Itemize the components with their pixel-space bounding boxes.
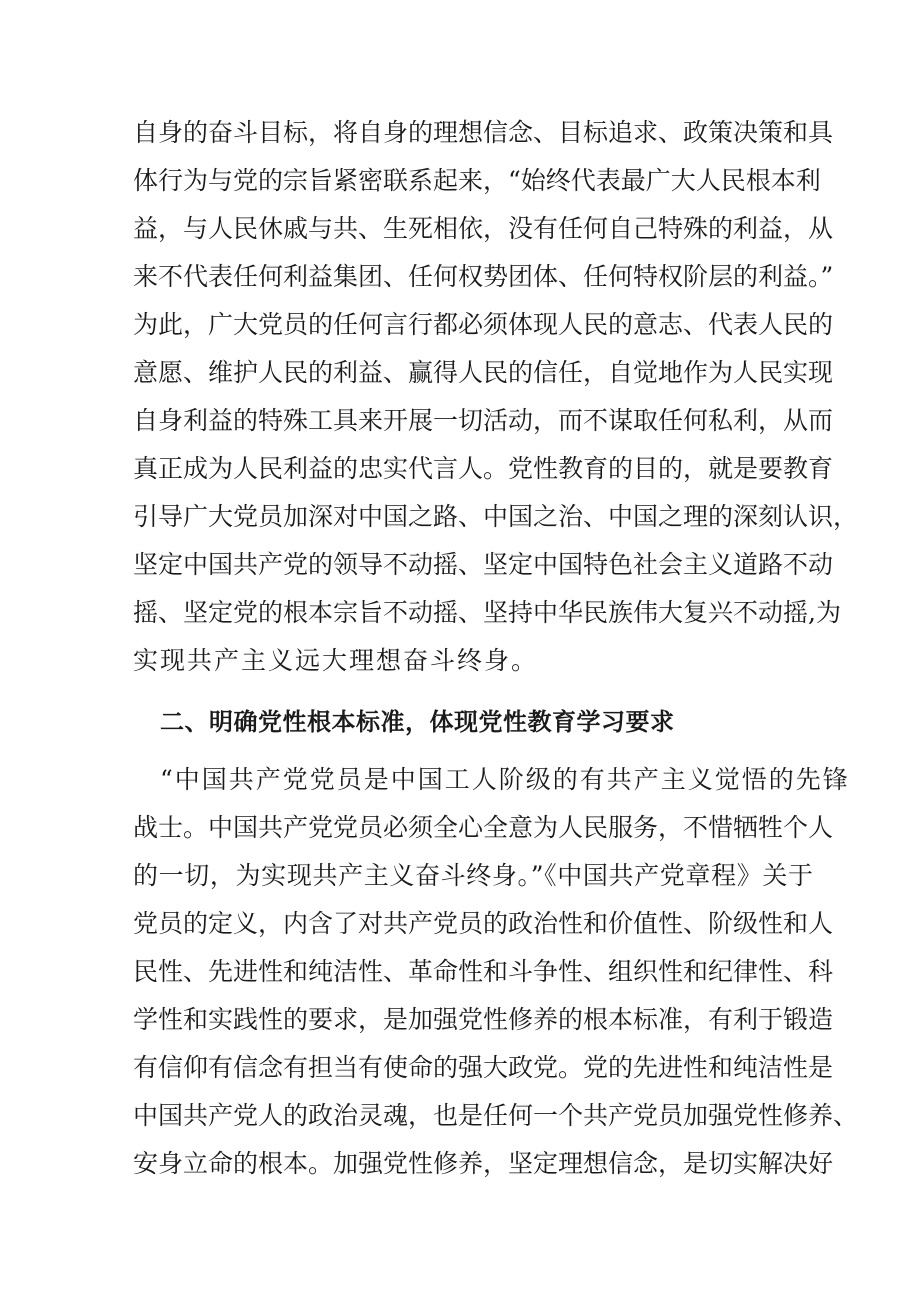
body-text-line: 来不代表任何利益集团、任何权势团体、任何特权阶层的利益。”	[133, 262, 834, 291]
body-text-line: 摇、坚定党的根本宗旨不动摇、坚持中华民族伟大复兴不动摇,为	[133, 598, 841, 627]
body-text-line: 真正成为人民利益的忠实代言人。党性教育的目的，就是要教育	[133, 454, 834, 483]
body-text-line: 党员的定义，内含了对共产党员的政治性和价值性、阶级性和人	[133, 909, 834, 938]
body-text-line-indent: “中国共产党党员是中国工人阶级的有共产主义觉悟的先锋	[160, 765, 850, 794]
body-text-line: 为此，广大党员的任何言行都必须体现人民的意志、代表人民的	[133, 310, 834, 339]
body-text-line: 中国共产党人的政治灵魂，也是任何一个共产党员加强党性修养、	[133, 1101, 859, 1130]
body-text-line: 民性、先进性和纯洁性、革命性和斗争性、组织性和纪律性、科	[133, 957, 834, 986]
body-text-line: 体行为与党的宗旨紧密联系起来，“始终代表最广大人民根本利	[133, 166, 821, 195]
body-text-line: 坚定中国共产党的领导不动摇、坚定中国特色社会主义道路不动	[133, 550, 834, 579]
body-text-line: 学性和实践性的要求，是加强党性修养的根本标准，有利于锻造	[133, 1005, 834, 1034]
section-heading: 二、明确党性根本标准，体现党性教育学习要求	[160, 708, 675, 736]
body-text-line: 的一切，为实现共产主义奋斗终身。”《中国共产党章程》关于	[133, 861, 813, 890]
body-text-line-last: 实现共产主义远大理想奋斗终身。	[133, 646, 539, 675]
body-text-line: 战士。中国共产党党员必须全心全意为人民服务，不惜牺牲个人	[133, 813, 834, 842]
body-text-line: 有信仰有信念有担当有使命的强大政党。党的先进性和纯洁性是	[133, 1053, 834, 1082]
body-text-line: 益，与人民休戚与共、生死相依，没有任何自己特殊的利益，从	[133, 214, 834, 243]
body-text-line: 自身利益的特殊工具来开展一切活动，而不谋取任何私利，从而	[133, 406, 834, 435]
body-text-line: 安身立命的根本。加强党性修养，坚定理想信念，是切实解决好	[133, 1149, 834, 1178]
body-text-line: 自身的奋斗目标，将自身的理想信念、目标追求、政策决策和具	[133, 118, 834, 147]
body-text-line: 意愿、维护人民的利益、赢得人民的信任，自觉地作为人民实现	[133, 358, 834, 387]
body-text-line: 引导广大党员加深对中国之路、中国之治、中国之理的深刻认识，	[133, 502, 859, 531]
